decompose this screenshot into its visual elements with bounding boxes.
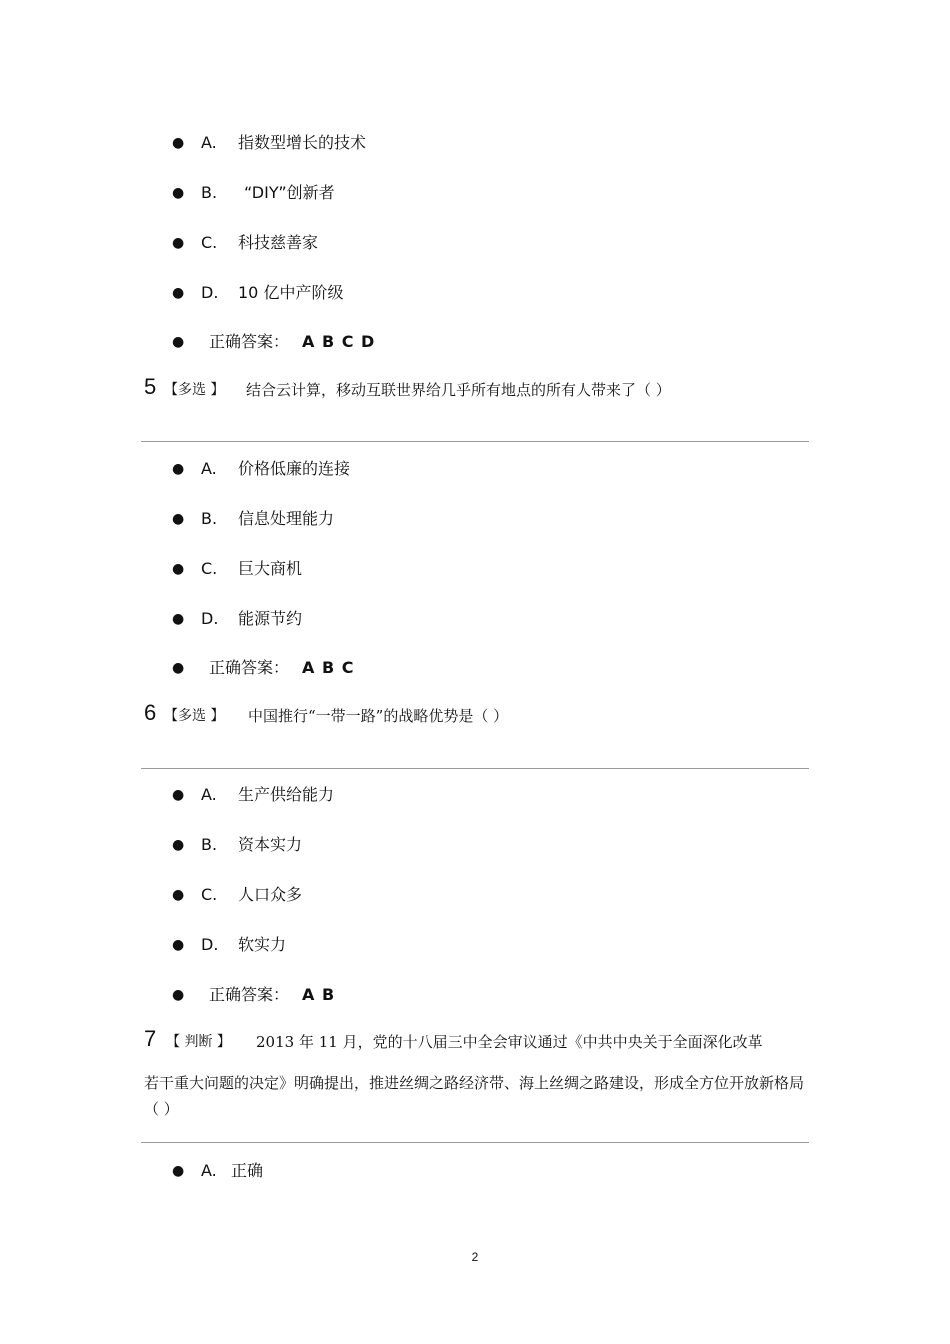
bullet-icon: ● (172, 511, 185, 527)
answer-value: A B C (302, 658, 355, 677)
bullet-icon: ● (172, 1163, 185, 1179)
answer-label: 正确答案： (209, 985, 290, 1004)
bullet-icon: ● (172, 135, 185, 151)
bullet-icon: ● (172, 660, 185, 676)
option-letter: D. (201, 609, 219, 628)
question-number: 6 (144, 700, 157, 725)
divider (141, 768, 809, 769)
option-text: 正确 (231, 1161, 264, 1180)
bullet-icon: ● (172, 561, 185, 577)
divider (141, 441, 809, 442)
answer-label: 正确答案： (209, 658, 290, 677)
question-text: 结合云计算，移动互联世界给几乎所有地点的所有人带来了（ ） (246, 381, 671, 399)
bullet-icon: ● (172, 937, 185, 953)
question-text-continued: 若干重大问题的决定》明确提出，推进丝绸之路经济带、海上丝绸之路建设，形成全方位开放新格局（ ） (144, 1074, 805, 1118)
bullet-icon: ● (172, 987, 185, 1003)
bullet-icon: ● (172, 461, 185, 477)
option-text: 科技慈善家 (238, 233, 319, 252)
option-letter: D. (201, 935, 219, 954)
option-letter: C. (201, 559, 218, 578)
option-text: 信息处理能力 (238, 509, 335, 528)
bullet-icon: ● (172, 185, 185, 201)
bullet-icon: ● (172, 887, 185, 903)
option-text: “DIY”创新者 (244, 183, 335, 202)
question-text-line1: 2013 年 11 月，党的十八届三中全会审议通过《中共中央关于全面深化改革 (256, 1033, 763, 1051)
option-letter: A. (201, 1161, 217, 1180)
option-letter: B. (201, 183, 218, 202)
option-letter: B. (201, 509, 218, 528)
option-letter: A. (201, 785, 217, 804)
option-letter: C. (201, 885, 218, 904)
option-text: 软实力 (238, 935, 287, 954)
question-text: 中国推行“一带一路”的战略优势是（ ） (248, 707, 509, 725)
q5-header (144, 374, 810, 404)
question-number: 5 (144, 374, 157, 399)
q6-header (144, 700, 810, 730)
option-letter: C. (201, 233, 218, 252)
option-text: 资本实力 (238, 835, 303, 854)
bullet-icon: ● (172, 611, 185, 627)
divider (141, 1142, 809, 1143)
option-letter: A. (201, 459, 217, 478)
question-type: 【 判断 】 (166, 1034, 231, 1050)
option-text: 生产供给能力 (238, 785, 335, 804)
bullet-icon: ● (172, 837, 185, 853)
option-text: 巨大商机 (238, 559, 303, 578)
answer-value: A B (302, 985, 336, 1004)
option-text: 价格低廉的连接 (238, 459, 351, 478)
bullet-icon: ● (172, 235, 185, 251)
question-number: 7 (144, 1026, 157, 1051)
answer-value: A B C D (302, 332, 376, 351)
option-letter: D. (201, 283, 219, 302)
question-type: 【多选 】 (164, 382, 225, 398)
bullet-icon: ● (172, 285, 185, 301)
bullet-icon: ● (172, 787, 185, 803)
option-text: 人口众多 (238, 885, 303, 904)
option-text: 能源节约 (238, 609, 303, 628)
question-type: 【多选 】 (164, 708, 225, 724)
answer-label: 正确答案： (209, 332, 290, 351)
page-number: 2 (471, 1250, 479, 1264)
bullet-icon: ● (172, 334, 185, 350)
option-letter: A. (201, 133, 217, 152)
q7-header (144, 1026, 810, 1122)
option-letter: B. (201, 835, 218, 854)
option-text: 指数型增长的技术 (238, 133, 367, 152)
option-text: 10 亿中产阶级 (238, 283, 344, 302)
